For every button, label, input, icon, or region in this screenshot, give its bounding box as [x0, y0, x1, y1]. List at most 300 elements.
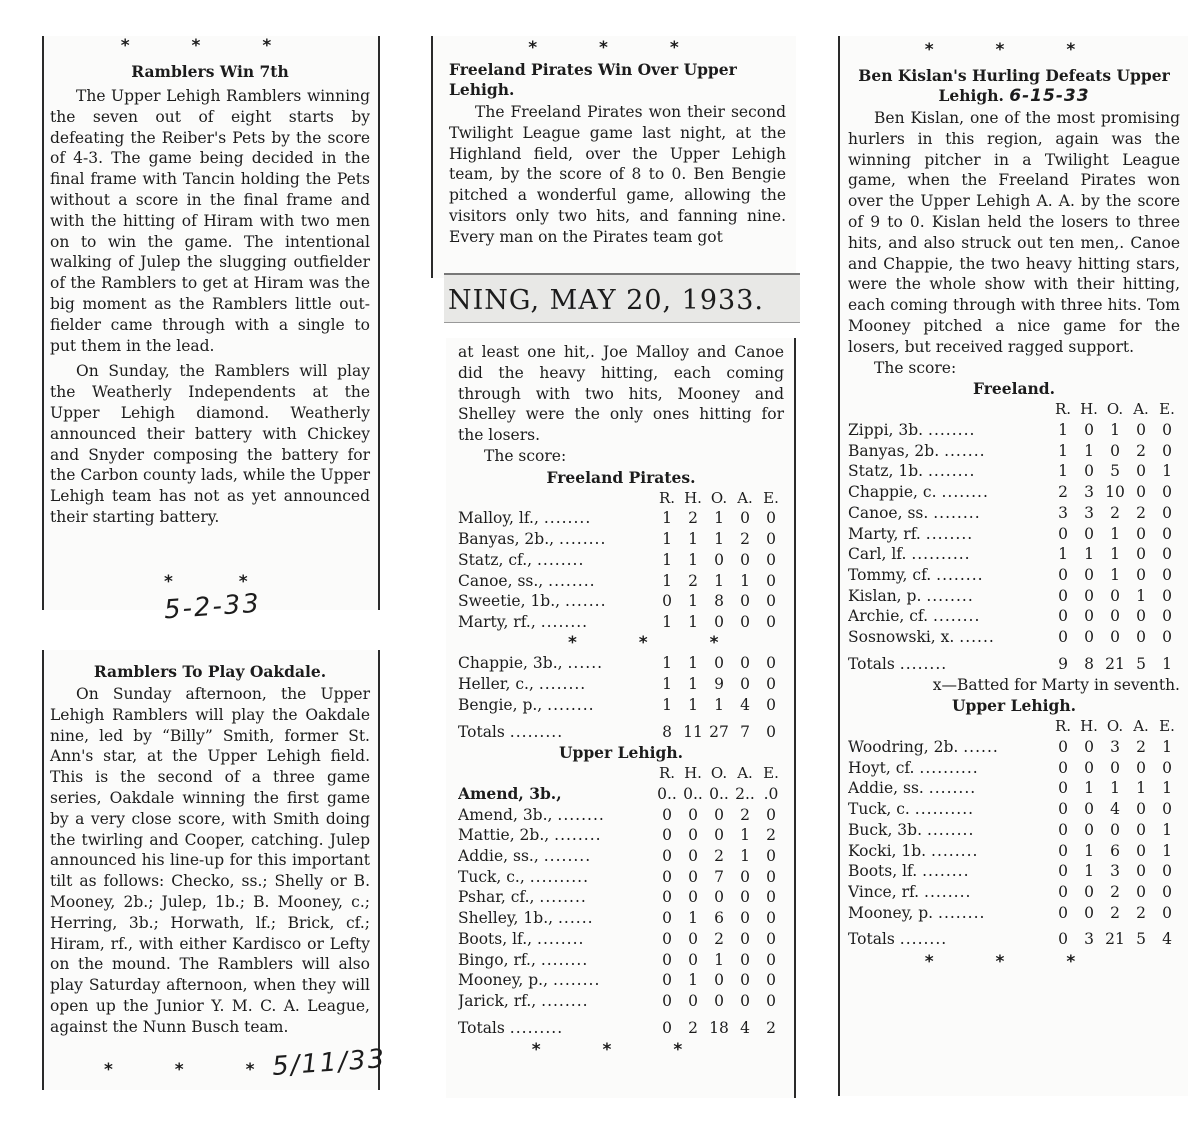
player-cell [458, 970, 654, 991]
stat-value: 0 [1084, 524, 1094, 543]
stat-value: 0 [1084, 820, 1094, 839]
player-row [458, 695, 784, 716]
paragraph: Ben Kislan, one of the most promising hurlers in this region, again was the winning pitcher in a Twilight League game, when the Freeland Pirates won over the Upper Lehigh A. A. by the score of 9 to 0. Kislan held the losers to three hits, and also struck out ten men,. Canoe and Chappie, the two heavy hitting stars, were the whole show with their hitting, each coming through with three hits. Tom Mooney pitched a nice game for the losers, but received ragged support. [848, 109, 1180, 356]
stat-value: 0 [1162, 421, 1172, 440]
stat-value: 0 [1058, 882, 1068, 901]
player-name: Chappie, 3b., [458, 654, 563, 673]
stat-value: 0 [740, 675, 750, 694]
column-header: H. [684, 764, 702, 783]
player-row [848, 461, 1180, 482]
stat-value: 1 [1110, 524, 1120, 543]
player-name: Shelley, 1b., [458, 909, 554, 928]
stat-value: 1 [740, 571, 750, 590]
stat-value: 1 [1084, 779, 1094, 798]
clipping-freeland-pirates-boxscore [446, 338, 796, 1098]
stat-value: 6 [714, 909, 724, 928]
player-cell [848, 565, 1050, 586]
stat-value: 1 [1058, 421, 1068, 440]
player-row [848, 627, 1180, 648]
leader-dots: .......... [919, 758, 979, 777]
stat-value: 1 [1058, 462, 1068, 481]
stat-value: 1 [662, 654, 672, 673]
player-name: Tuck, c. [848, 800, 910, 819]
stat-value: 1 [714, 571, 724, 590]
stat-value: 0 [1110, 586, 1120, 605]
stat-value: 0 [1162, 882, 1172, 901]
paragraph: The Freeland Pirates won their second Twilight League game last night, at the Highland field, over the Upper Lehigh team, by the score of 8 to 0. Ben Bengie pitched a wonderful game, allowing the visitors only two hits, and fanning nine. Every man on the Pirates team got [449, 103, 786, 246]
stat-value: 0 [740, 991, 750, 1010]
stat-value: 0 [688, 888, 698, 907]
column-header: E. [763, 488, 779, 507]
leader-dots: ........ [931, 841, 979, 860]
player-row [848, 861, 1180, 882]
stat-value: 0 [766, 929, 776, 948]
totals-row [458, 1012, 784, 1039]
stat-value: 18 [709, 1018, 729, 1037]
stat-value: 1 [688, 909, 698, 928]
column-header-row [848, 716, 1180, 737]
column-header: A. [737, 764, 753, 783]
player-cell [458, 695, 654, 716]
stat-value: 0 [1058, 930, 1068, 949]
clipping-ramblers-to-play-oakdale [42, 650, 388, 1090]
player-row [458, 529, 784, 550]
player-name: Canoe, ss., [458, 571, 544, 590]
article-body [848, 108, 1180, 378]
player-cell [458, 529, 654, 550]
player-name: Vince, rf. [848, 882, 920, 901]
clipping-ramblers-win-7th [42, 36, 380, 626]
ornament-stars: * * * [924, 40, 1104, 60]
player-row [458, 887, 784, 908]
player-name: Kislan, p. [848, 586, 922, 605]
stat-value: 0 [740, 971, 750, 990]
stat-value: 0 [662, 971, 672, 990]
player-cell [458, 1012, 654, 1039]
column-header-row [458, 763, 784, 784]
leader-dots: ........ [922, 862, 970, 881]
player-name: Addie, ss., [458, 847, 539, 866]
column-header: O. [710, 764, 728, 783]
player-cell [848, 503, 1050, 524]
ornament-stars: * * * [924, 952, 1104, 973]
stat-value: 0 [740, 867, 750, 886]
column-header: O. [1106, 717, 1124, 736]
ornament-row [458, 633, 784, 654]
player-cell [848, 923, 1050, 950]
stat-value: 0 [1162, 800, 1172, 819]
stat-value: 1 [1162, 820, 1172, 839]
paragraph: On Sunday afternoon, the Upper Lehigh Ramblers will play the Oakdale nine, led by “Billy” Smith, former St. Ann's star, at the Upper Lehigh field. This is the second of a three game series, Oakdale winning the first game by a very close score, with Smith doing the twirling and Cooper, catching. Julep announced his line-up for this important tilt as follows: Checko, ss.; Shelly or B. Mooney, 2b.; Julep, 1b.; B. Mooney, c.; Herring, 3b.; Horwath, lf.; Brick, cf.; Hiram, rf., with either Kardisco or Lefty on the mound. The Ramblers will also play Saturday afternoon, when they will open up the Junior Y. M. C. A. League, against the Nunn Busch team. [50, 685, 370, 1036]
stat-value: 1 [1162, 654, 1172, 673]
player-name: Mattie, 2b., [458, 826, 550, 845]
player-cell [848, 606, 1050, 627]
stat-value: 0 [1084, 565, 1094, 584]
stat-value: 0 [1110, 758, 1120, 777]
stat-value: 0 [740, 929, 750, 948]
column-header: H. [1080, 717, 1098, 736]
score-intro: The score: [874, 358, 957, 377]
player-name: Heller, c., [458, 675, 534, 694]
stat-value: 0 [766, 805, 776, 824]
player-row [848, 441, 1180, 462]
player-row [848, 841, 1180, 862]
stat-value: .0 [763, 784, 779, 803]
stat-value: 0 [662, 592, 672, 611]
player-row [458, 508, 784, 529]
stat-value: 0.. [709, 784, 729, 803]
stat-value: 0 [1084, 882, 1094, 901]
stat-value: 0 [714, 613, 724, 631]
player-cell [848, 544, 1050, 565]
clipping-freeland-pirates-win [431, 36, 796, 278]
stat-value: 1 [1058, 441, 1068, 460]
player-row [458, 550, 784, 571]
stat-value: 0 [714, 654, 724, 673]
player-cell [458, 867, 654, 888]
player-cell [848, 758, 1050, 779]
stat-value: 7 [714, 867, 724, 886]
stat-value: 0 [688, 950, 698, 969]
player-name: Addie, ss. [848, 779, 924, 798]
stat-value: 1 [1084, 545, 1094, 564]
stat-value: 0 [1058, 565, 1068, 584]
totals-row [848, 648, 1180, 675]
stat-value: 1 [740, 847, 750, 866]
player-row [848, 799, 1180, 820]
player-row [848, 737, 1180, 758]
stat-value: 0 [1084, 586, 1094, 605]
stat-value: 5 [1136, 654, 1146, 673]
stat-value: 0 [662, 909, 672, 928]
stat-value: 1 [1162, 779, 1172, 798]
header-spacer [848, 399, 1050, 420]
stat-value: 0 [1136, 421, 1146, 440]
ornament-stars: * * * [568, 632, 747, 653]
player-name: Woodring, 2b. [848, 738, 959, 756]
stat-value: 0 [1058, 628, 1068, 647]
player-name: Sweetie, 1b., [458, 592, 561, 611]
stat-value: 0 [1162, 862, 1172, 881]
paragraph: On Sunday, the Ramblers will play the Weatherly Independents at the Upper Lehigh diamond. Weatherly announced their battery with Chickey and Snyder composing the battery for the Carbon county lads, while the Upper Lehigh team has not as yet announced their starting battery. [50, 362, 370, 526]
stat-value: 1 [662, 695, 672, 714]
stat-value: 0 [1162, 503, 1172, 522]
player-cell [848, 441, 1050, 462]
stat-value: 0 [740, 550, 750, 569]
column-header: E. [763, 764, 779, 783]
stat-value: 1 [1084, 862, 1094, 881]
player-cell [848, 882, 1050, 903]
stat-value: 0 [688, 991, 698, 1010]
article-body [449, 102, 786, 248]
leader-dots: ........ [941, 483, 989, 502]
stat-value: 0 [662, 929, 672, 948]
stat-value: 0 [1136, 800, 1146, 819]
stat-value: 1 [1162, 462, 1172, 481]
leader-dots: ........ [924, 882, 972, 901]
player-name: Buck, 3b. [848, 820, 923, 839]
player-row [848, 882, 1180, 903]
leader-dots: ........ [899, 654, 948, 673]
totals-row [458, 716, 784, 743]
player-row [458, 591, 784, 612]
stat-value: 0 [766, 950, 776, 969]
stat-value: 0 [1058, 524, 1068, 543]
header-spacer [848, 716, 1050, 737]
leader-dots: .......... [911, 545, 971, 564]
leader-dots: ........ [538, 675, 587, 694]
column-header: R. [658, 488, 676, 507]
stat-value: 2 [1136, 738, 1146, 756]
stat-value: 1 [1084, 841, 1094, 860]
column-header: A. [1133, 717, 1149, 736]
player-row [458, 571, 784, 592]
stat-value: 1 [662, 550, 672, 569]
player-cell [848, 861, 1050, 882]
stat-value: 0 [740, 613, 750, 631]
stat-value: 1 [714, 950, 724, 969]
team-heading: Freeland Pirates. [546, 467, 696, 487]
stat-value: 9 [1058, 654, 1068, 673]
stat-value: 0 [766, 654, 776, 673]
column-header: A. [1133, 400, 1149, 419]
article-body [50, 86, 370, 528]
headline: Freeland Pirates Win Over Upper Lehigh. [449, 60, 737, 99]
stat-value: 2 [1058, 483, 1068, 502]
stat-value: 0 [1084, 800, 1094, 819]
stat-value: 0 [1058, 800, 1068, 819]
stat-value: 0 [1058, 779, 1068, 798]
stat-value: 2 [688, 571, 698, 590]
leader-dots: ........ [932, 607, 981, 626]
stat-value: 0 [1058, 841, 1068, 860]
box-score-table [848, 716, 1180, 950]
stat-value: 0 [740, 950, 750, 969]
player-cell [458, 991, 654, 1012]
stat-value: 0 [766, 695, 776, 714]
stat-value: 0 [662, 991, 672, 1010]
stat-value: 1 [1058, 545, 1068, 564]
leader-dots: ........ [928, 462, 976, 481]
stat-value: 0 [766, 613, 776, 631]
stat-value: 7 [740, 722, 750, 741]
player-row [458, 653, 784, 674]
team-heading: Freeland. [972, 379, 1056, 399]
column-header: O. [710, 488, 728, 507]
stat-value: 3 [1110, 862, 1120, 881]
player-cell [848, 586, 1050, 607]
stat-value: 1 [688, 592, 698, 611]
leader-dots: ...... [567, 654, 604, 673]
stat-value: 1 [688, 550, 698, 569]
player-name: Amend, 3b., [458, 783, 562, 803]
stat-value: 1 [1110, 545, 1120, 564]
player-cell [848, 420, 1050, 441]
column-header: E. [1159, 400, 1175, 419]
leader-dots: ......... [509, 1018, 564, 1037]
stat-value: 0 [766, 722, 776, 741]
stat-value: 0 [1084, 421, 1094, 440]
stat-value: 0 [1136, 841, 1146, 860]
leader-dots: ........ [547, 695, 595, 714]
player-cell [458, 716, 654, 743]
ornament-stars: * * * [104, 1060, 283, 1080]
stat-value: 0 [740, 509, 750, 528]
stat-value: 1 [662, 509, 672, 528]
stat-value: 1 [662, 571, 672, 590]
stat-value: 1 [688, 654, 698, 673]
stat-value: 0 [766, 971, 776, 990]
stat-value: 3 [1110, 738, 1120, 756]
stat-value: 0 [1136, 524, 1146, 543]
stat-value: 0 [1058, 903, 1068, 922]
stat-value: 1 [662, 530, 672, 549]
stat-value: 0 [1136, 758, 1146, 777]
stat-value: 0 [1084, 628, 1094, 647]
stat-value: 0 [740, 592, 750, 611]
player-cell [848, 903, 1050, 924]
stat-value: 0 [662, 1018, 672, 1037]
player-cell [458, 908, 654, 929]
player-name: Amend, 3b., [458, 805, 553, 824]
stat-value: 0 [1136, 607, 1146, 626]
stat-value: 0 [662, 950, 672, 969]
stat-value: 0 [662, 826, 672, 845]
stat-value: 0 [766, 571, 776, 590]
handwritten-date: 6-15-33 [1009, 86, 1090, 106]
stat-value: 1 [688, 675, 698, 694]
leader-dots: ........ [537, 929, 585, 948]
player-row [848, 586, 1180, 607]
player-row [458, 612, 784, 633]
stat-value: 0 [766, 530, 776, 549]
headline: Ramblers Win 7th [131, 62, 289, 81]
stat-value: 2 [714, 847, 724, 866]
player-row [848, 503, 1180, 524]
stat-value: 0 [1110, 820, 1120, 839]
stat-value: 0 [1162, 483, 1172, 502]
leader-dots: ........ [537, 550, 585, 569]
stat-value: 0 [662, 847, 672, 866]
leader-dots: ........ [552, 971, 601, 990]
headline-text: Ben Kislan's Hurling Defeats Upper Lehigh. [858, 66, 1170, 105]
article-body [50, 684, 370, 1038]
headline [848, 66, 1180, 106]
stat-value: 0 [1136, 862, 1146, 881]
stat-value: 0 [1162, 586, 1172, 605]
stat-value: 0 [1136, 882, 1146, 901]
leader-dots: ........ [933, 503, 981, 522]
stat-value: 2 [766, 1018, 776, 1037]
column-header-row [848, 399, 1180, 420]
leader-dots: ........ [926, 820, 975, 839]
stat-value: 0 [766, 550, 776, 569]
stat-value: 2 [688, 509, 698, 528]
box-score-note: x—Batted for Marty in seventh. [932, 675, 1180, 694]
paragraph: at least one hit,. Joe Malloy and Canoe did the heavy hitting, each coming through with two hits, Mooney and Shelley were the only ones hitting for the losers. [458, 343, 784, 445]
player-cell [848, 482, 1050, 503]
stat-value: 2 [1136, 503, 1146, 522]
stat-value: 8 [714, 592, 724, 611]
stat-value: 1 [688, 613, 698, 631]
stat-value: 1 [714, 530, 724, 549]
player-name: Tommy, cf. [848, 565, 932, 584]
stat-value: 1 [1136, 779, 1146, 798]
player-row [458, 867, 784, 888]
stat-value: 0 [1084, 903, 1094, 922]
ornament-stars: * * * [531, 1040, 711, 1061]
stat-value: 0 [1136, 820, 1146, 839]
player-cell [848, 627, 1050, 648]
leader-dots: ........ [557, 805, 605, 824]
score-intro: The score: [484, 446, 567, 465]
stat-value: 1 [1162, 738, 1172, 756]
stat-value: 0 [714, 971, 724, 990]
stat-value: 0 [766, 888, 776, 907]
stat-value: 0 [1162, 441, 1172, 460]
stat-value: 0 [714, 826, 724, 845]
article-body [458, 342, 784, 467]
player-cell [458, 508, 654, 529]
stat-value: 0 [714, 805, 724, 824]
stat-value: 0 [1110, 441, 1120, 460]
leader-dots: ........ [938, 903, 986, 922]
player-name: Tuck, c., [458, 867, 525, 886]
stat-value: 0 [1162, 758, 1172, 777]
newspaper-masthead-fragment: NING, MAY 20, 1933. [444, 273, 800, 323]
column-header: R. [1054, 717, 1072, 736]
player-cell [458, 571, 654, 592]
stat-value: 0 [766, 909, 776, 928]
handwritten-date: 5-2-33 [163, 588, 262, 626]
stat-value: 0 [1136, 462, 1146, 481]
leader-dots: .......... [914, 800, 975, 819]
stat-value: 0 [1058, 586, 1068, 605]
stat-value: 11 [683, 722, 703, 741]
player-row [458, 674, 784, 695]
player-row [848, 524, 1180, 545]
stat-value: 0 [1110, 628, 1120, 647]
player-row [848, 482, 1180, 503]
player-row [458, 825, 784, 846]
player-row [848, 903, 1180, 924]
stat-value: 4 [740, 1018, 750, 1037]
leader-dots: ........ [540, 613, 589, 631]
player-name: Jarick, rf., [458, 991, 537, 1010]
box-score-table [848, 399, 1180, 674]
player-row [458, 908, 784, 929]
column-header: R. [658, 764, 676, 783]
player-row [848, 778, 1180, 799]
box-score-table [458, 763, 784, 1038]
ornament-stars: * * [164, 572, 278, 592]
stat-value: 0 [1136, 628, 1146, 647]
stat-value: 1 [1110, 779, 1120, 798]
stat-value: 1 [1110, 565, 1120, 584]
player-cell [848, 799, 1050, 820]
stat-value: 3 [1084, 483, 1094, 502]
stat-value: 0 [1084, 462, 1094, 481]
stat-value: 0 [766, 509, 776, 528]
player-cell [458, 805, 654, 826]
player-row [458, 991, 784, 1012]
player-cell [848, 524, 1050, 545]
stat-value: 1 [1110, 421, 1120, 440]
stat-value: 0 [688, 805, 698, 824]
column-header: H. [1080, 400, 1098, 419]
leader-dots: ...... [963, 738, 999, 756]
stat-value: 0 [740, 909, 750, 928]
